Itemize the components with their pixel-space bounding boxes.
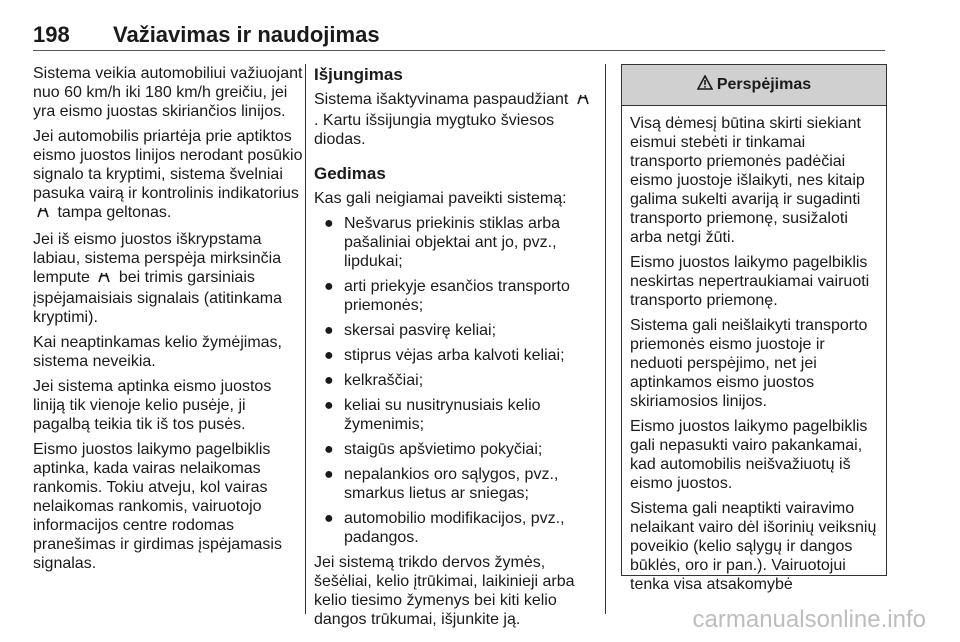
- bullet-list: [314, 214, 596, 547]
- warning-paragraph: Eismo juostos laikymo pagelbiklis neskirtas nepertraukiamai vairuoti transporto priemonę.: [630, 254, 870, 309]
- list-item: ● kelkraščiai;: [324, 372, 424, 389]
- column-divider: [305, 64, 306, 614]
- list-item: ● staigūs apšvietimo pokyčiai;: [324, 441, 543, 458]
- list-item: ● automobilio modifikacijos, pvz., padangos.: [324, 510, 565, 546]
- page-title: Važiavimas ir naudojimas: [113, 22, 380, 47]
- paragraph: Jei sistemą trikdo dervos žymės, šešėliai, kelio įtrūkimai, laikinieji arba kelio tiesimo žymenys bei kiti kelio dangos trūkumai, išjunkite ją.: [314, 554, 575, 628]
- warning-paragraph: Sistema gali neaptikti vairavimo nelaikant vairo dėl išorinių veiksnių poveikio (kelio sąlygų ir dangos būklės, oro ir pan.). Vairuotojui tenka visa atsakomybė: [630, 500, 877, 593]
- paragraph: Sistema veikia automobiliui važiuojant nuo 60 km/h iki 180 km/h greičiu, jei yra eismo juostas skiriančios linijos.: [33, 65, 303, 120]
- warning-paragraph: Sistema gali neišlaikyti transporto priemonės eismo juostoje ir neduoti perspėjimo, net jei aptinkamos eismo juostos skiriamosios linijos.: [630, 317, 868, 410]
- warning-body: [622, 106, 886, 594]
- warning-box: [621, 64, 887, 593]
- warning-paragraph: Visą dėmesį būtina skirti siekiant eismui stebėti ir tinkamai transporto priemonės padėčiai eismo juostoje išlaikyti, nes kitaip galima sukelti avariją ir sugadinti transporto priemonę, susižaloti arba netgi žūti.: [630, 115, 865, 246]
- list-item: ● stiprus vėjas arba kalvoti keliai;: [324, 347, 565, 364]
- section-heading: Išjungimas: [314, 65, 403, 84]
- warning-title: Perspėjimas: [716, 76, 812, 93]
- list-item: ● keliai su nusitrynusiais kelio žymenimis;: [324, 397, 541, 433]
- paragraph: Eismo juostos laikymo pagelbiklis aptinka, kada vairas nelaikomas rankomis. Tokiu atveju, kol vairas nelaikomas rankomis, vairuotojo informacijos centre rodomas pranešimas ir girdimas įspėjamasis signalas.: [33, 441, 282, 572]
- paragraph: Sistema išaktyvinama paspaudžiant . Kartu išsijungia mygtuko šviesos diodas.: [314, 90, 596, 149]
- list-item: ● Nešvarus priekinis stiklas arba pašaliniai objektai ant jo, pvz., lipdukai;: [324, 215, 561, 270]
- paragraph: Jei iš eismo juostos iškrypstama labiau, sistema perspėja mirksinčia lempute bei trimis garsiniais įspėjamaisiais signalais (atitinkama kryptimi).: [33, 231, 282, 326]
- list-item: ● skersai pasvirę keliai;: [324, 322, 497, 339]
- header-divider: [33, 50, 885, 51]
- paragraph: Jei sistema aptinka eismo juostos liniją tik vienoje kelio pusėje, ji pagalbą teikia tik iš tos pusės.: [33, 378, 272, 433]
- warning-header: [622, 65, 886, 106]
- paragraph: Kas gali neigiamai paveikti sistemą:: [314, 190, 567, 207]
- left-column: [33, 64, 303, 579]
- lane-keep-assist-icon: [575, 92, 591, 111]
- warning-triangle-icon: [697, 75, 713, 95]
- lane-keep-assist-icon: [96, 270, 112, 289]
- lane-keep-assist-icon: [35, 205, 51, 224]
- column-divider: [605, 64, 606, 614]
- paragraph: Kai neaptinkamas kelio žymėjimas, sistema neveikia.: [33, 334, 282, 370]
- paragraph: Jei automobilis priartėja prie aptiktos eismo juostos linijos nerodant posūkio signalo ta kryptimi, sistema švelniai pasuka vairą ir kontrolinis indikatorius tampa geltonas.: [33, 127, 303, 224]
- section-heading: Gedimas: [314, 164, 386, 183]
- warning-paragraph: Eismo juostos laikymo pagelbiklis gali nepasukti vairo pakankamai, kad automobilis neišvažiuotų iš eismo juostos.: [630, 418, 868, 492]
- list-item: ● arti priekyje esančios transporto priemonės;: [324, 278, 570, 314]
- middle-column: [314, 64, 596, 635]
- list-item: ● nepalankios oro sąlygos, pvz., smarkus lietus ar sniegas;: [324, 466, 559, 502]
- watermark: carmanualsonline.info: [692, 606, 926, 633]
- page-header: [33, 22, 885, 52]
- page-number: 198: [33, 22, 70, 47]
